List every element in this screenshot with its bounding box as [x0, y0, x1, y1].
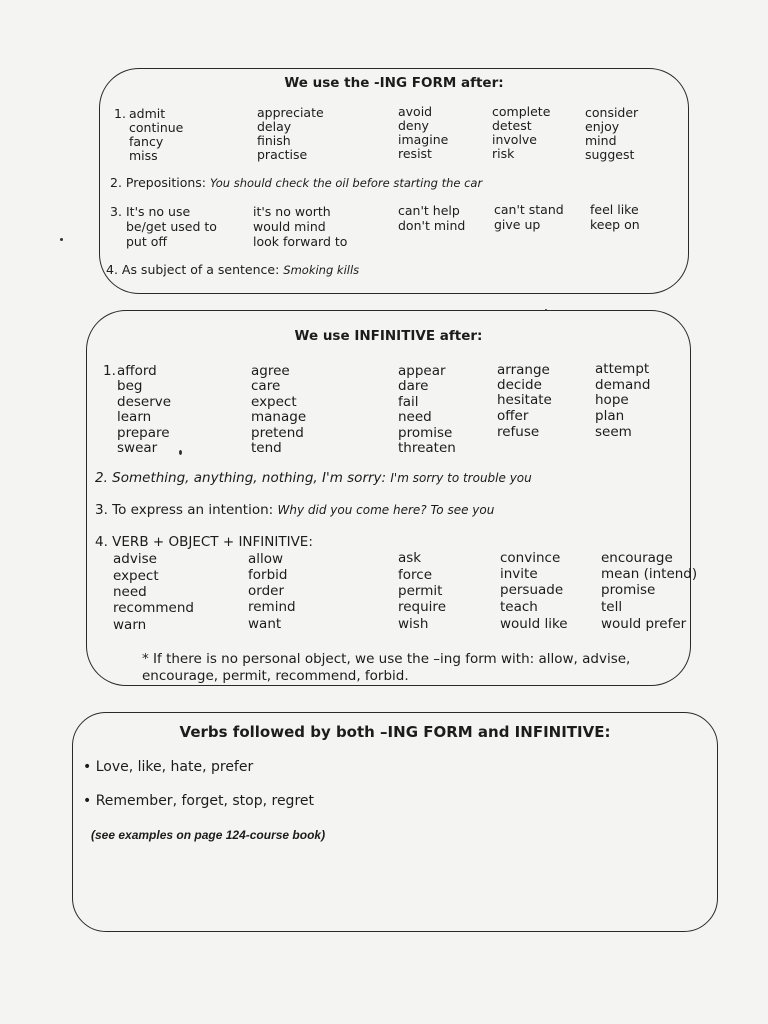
example-sentence: Why did you come here? To see you	[277, 503, 495, 517]
expression-item: can't help	[398, 203, 460, 218]
verb-item: care	[251, 378, 281, 394]
verb-item: swear	[117, 440, 158, 456]
verb-item: afford	[117, 363, 157, 379]
both-bullet-2: • Remember, forget, stop, regret	[83, 793, 314, 809]
expression-item: put off	[126, 234, 167, 249]
stray-mark	[179, 450, 182, 455]
expression-item: don't mind	[398, 218, 466, 233]
verb-item: delay	[257, 119, 292, 134]
verb-item: appear	[398, 363, 446, 379]
verb-item: risk	[492, 146, 515, 161]
verb-item: beg	[117, 378, 143, 394]
ing-section2	[110, 175, 482, 190]
verb-item: attempt	[595, 361, 650, 377]
expression-item: would mind	[253, 219, 326, 234]
verb-item: need	[398, 409, 432, 425]
verb-item: deny	[398, 118, 429, 133]
verb-item: consider	[585, 105, 639, 120]
verb-item: resist	[398, 146, 432, 161]
section-label: 4. As subject of a sentence:	[106, 262, 280, 277]
inf-section4-label: 4. VERB + OBJECT + INFINITIVE:	[95, 534, 313, 550]
verb-item: hesitate	[497, 392, 552, 408]
expression-item: give up	[494, 217, 541, 232]
verb-item: would prefer	[601, 616, 687, 632]
verb-item: recommend	[113, 600, 194, 616]
verb-item: involve	[492, 132, 538, 147]
expression-item: can't stand	[494, 202, 564, 217]
verb-item: offer	[497, 408, 529, 424]
verb-item: complete	[492, 104, 551, 119]
ing-form-box	[99, 68, 689, 294]
expression-item: keep on	[590, 217, 640, 232]
stray-mark	[545, 309, 547, 311]
inf-section2	[95, 470, 532, 486]
verb-item: agree	[251, 363, 290, 379]
inf-section3	[95, 502, 494, 518]
verb-item: warn	[113, 617, 147, 633]
verb-item: practise	[257, 147, 308, 162]
verb-item: want	[248, 616, 282, 632]
verb-item: tell	[601, 599, 623, 615]
inf-note-line1: * If there is no personal object, we use the –ing form with: allow, advise,	[142, 651, 631, 667]
both-bullet-1: • Love, like, hate, prefer	[83, 759, 254, 775]
expression-item: it's no worth	[253, 204, 331, 219]
verb-item: refuse	[497, 424, 540, 440]
verb-item: pretend	[251, 425, 304, 441]
ing-form-title: We use the -ING FORM after:	[284, 75, 504, 91]
verb-item: manage	[251, 409, 307, 425]
infinitive-title: We use INFINITIVE after:	[294, 328, 483, 344]
verb-item: allow	[248, 551, 284, 567]
verb-item: would like	[500, 616, 568, 632]
verb-item: decide	[497, 377, 542, 393]
section-label: 2. Something, anything, nothing, I'm sorry:	[95, 470, 387, 486]
verb-item: admit	[129, 106, 166, 121]
verb-item: invite	[500, 566, 538, 582]
verb-item: demand	[595, 377, 651, 393]
verb-item: expect	[251, 394, 297, 410]
verb-item: miss	[129, 148, 158, 163]
stray-mark	[60, 238, 63, 241]
verb-item: wish	[398, 616, 429, 632]
ing-section3-number: 3.	[110, 204, 122, 219]
verb-item: promise	[601, 582, 656, 598]
verb-item: appreciate	[257, 105, 324, 120]
verb-item: ask	[398, 550, 422, 566]
verb-item: convince	[500, 550, 561, 566]
verb-item: enjoy	[585, 119, 620, 134]
verb-item: advise	[113, 551, 157, 567]
verb-item: plan	[595, 408, 625, 424]
verb-item: deserve	[117, 394, 172, 410]
verb-item: finish	[257, 133, 291, 148]
course-book-reference: (see examples on page 124-course book)	[91, 828, 326, 842]
verb-item: order	[248, 583, 284, 599]
example-sentence: You should check the oil before starting the car	[210, 176, 483, 190]
verb-item: mean (intend)	[601, 566, 698, 582]
ing-section4	[106, 262, 359, 277]
verb-item: avoid	[398, 104, 433, 119]
verb-item: tend	[251, 440, 282, 456]
verb-item: teach	[500, 599, 538, 615]
verb-item: learn	[117, 409, 152, 425]
infinitive-box	[86, 310, 698, 686]
verb-item: prepare	[117, 425, 170, 441]
example-sentence: Smoking kills	[283, 263, 360, 277]
verb-item: persuade	[500, 582, 564, 598]
ing-section1-number: 1.	[114, 106, 126, 121]
section-label: 3. To express an intention:	[95, 502, 274, 518]
verb-item: seem	[595, 424, 632, 440]
inf-section1-number: 1.	[103, 363, 116, 379]
verb-item: continue	[129, 120, 184, 135]
verb-item: promise	[398, 425, 453, 441]
expression-item: look forward to	[253, 234, 348, 249]
verb-item: mind	[585, 133, 617, 148]
verb-item: force	[398, 567, 432, 583]
section-label: 2. Prepositions:	[110, 175, 207, 190]
expression-item: be/get used to	[126, 219, 217, 234]
verb-item: threaten	[398, 440, 456, 456]
expression-item: feel like	[590, 202, 639, 217]
inf-note-line2: encourage, permit, recommend, forbid.	[142, 668, 409, 684]
verb-item: expect	[113, 568, 159, 584]
verb-item: hope	[595, 392, 629, 408]
verb-item: encourage	[601, 550, 673, 566]
verb-item: permit	[398, 583, 443, 599]
verb-item: fancy	[129, 134, 164, 149]
verb-item: need	[113, 584, 147, 600]
verb-item: forbid	[248, 567, 288, 583]
verb-item: remind	[248, 599, 296, 615]
both-forms-box	[72, 712, 718, 932]
verb-item: require	[398, 599, 446, 615]
verb-item: arrange	[497, 362, 550, 378]
expression-item: It's no use	[126, 204, 191, 219]
verb-item: fail	[398, 394, 419, 410]
both-forms-title: Verbs followed by both –ING FORM and INFINITIVE:	[179, 723, 611, 741]
verb-item: imagine	[398, 132, 449, 147]
example-sentence: I'm sorry to trouble you	[390, 471, 532, 485]
verb-item: suggest	[585, 147, 635, 162]
verb-item: detest	[492, 118, 532, 133]
verb-item: dare	[398, 378, 429, 394]
